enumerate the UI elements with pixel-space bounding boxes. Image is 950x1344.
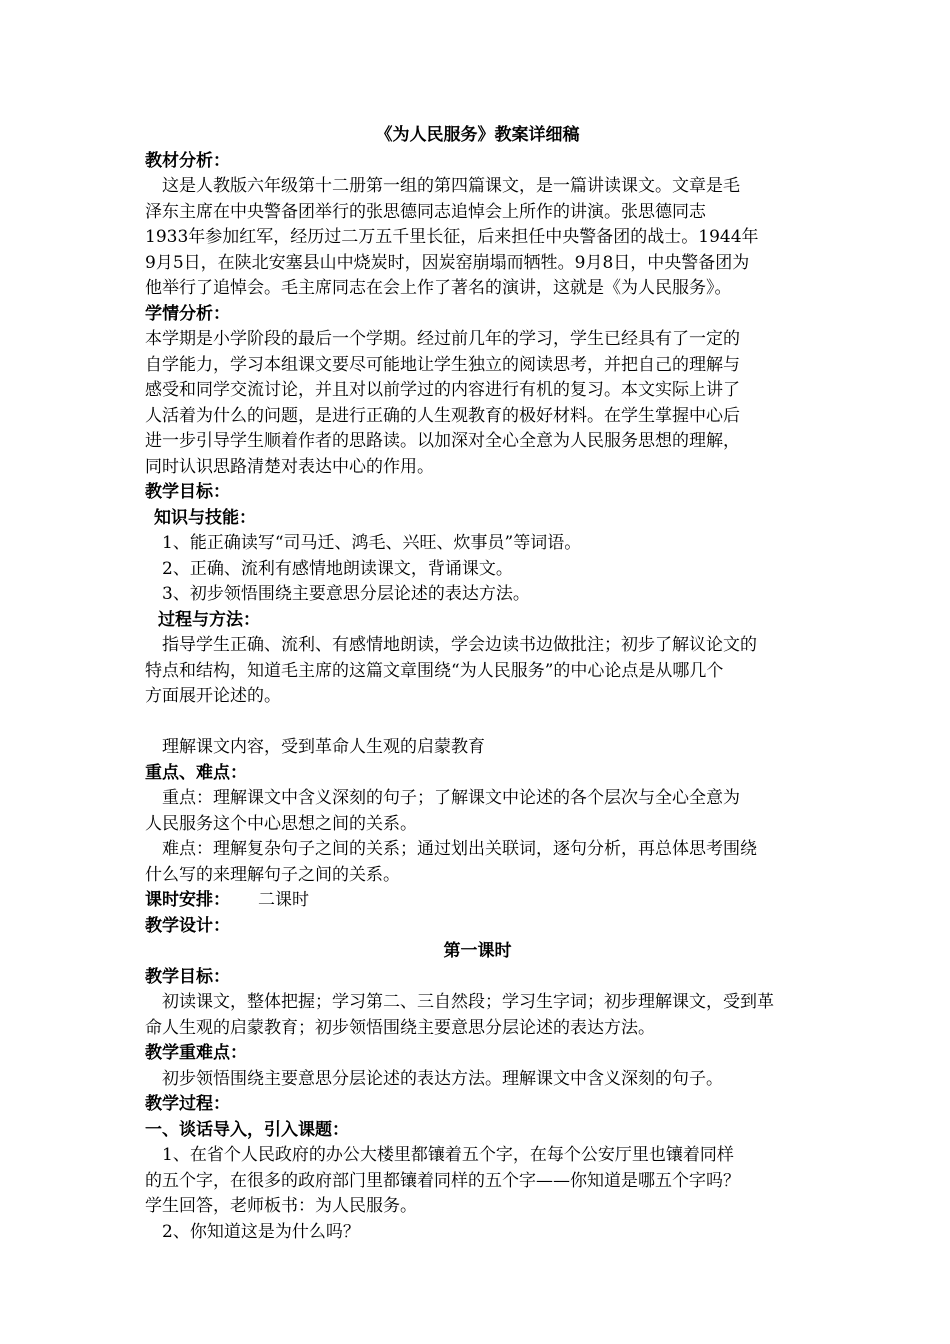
list-item: 2、正确、流利有感情地朗读课文，背诵课文。 xyxy=(162,558,513,579)
paragraph-line: 2、你知道这是为什么吗？ xyxy=(162,1221,360,1242)
paragraph-line: 1933年参加红军，经历过二万五千里长征，后来担任中央警备团的战士。1944年 xyxy=(145,227,759,247)
document-body xyxy=(145,123,810,1245)
schedule-value: 二课时 xyxy=(258,890,309,910)
blank-line xyxy=(145,710,810,736)
paragraph-line: 自学能力，学习本组课文要尽可能地让学生独立的阅读思考，并把自己的理解与 xyxy=(145,354,740,375)
paragraph-line: 本学期是小学阶段的最后一个学期。经过前几年的学习，学生已经具有了一定的 xyxy=(145,329,740,349)
schedule-line xyxy=(145,888,810,914)
paragraph-line: 命人生观的启蒙教育；初步领悟围绕主要意思分层论述的表达方法。 xyxy=(145,1017,655,1038)
paragraph-line: 9月5日，在陕北安塞县山中烧炭时，因炭窑崩塌而牺牲。9月8日，中央警备团为 xyxy=(145,252,750,273)
paragraph-line: 初读课文，整体把握；学习第二、三自然段；学习生字词；初步理解课文，受到革 xyxy=(162,992,774,1012)
paragraph-line: 难点：理解复杂句子之间的关系；通过划出关联词，逐句分析，再总体思考围绕 xyxy=(162,839,757,859)
paragraph-line: 方面展开论述的。 xyxy=(145,686,281,706)
paragraph-line: 学生回答，老师板书：为人民服务。 xyxy=(145,1196,417,1216)
lesson-difficulty-heading: 教学重难点： xyxy=(145,1043,247,1063)
design-heading: 教学设计： xyxy=(145,915,230,936)
paragraph-line: 特点和结构，知道毛主席的这篇文章围绕“为人民服务”的中心论点是从哪几个 xyxy=(145,660,724,681)
paragraph-line: 泽东主席在中央警备团举行的张思德同志追悼会上所作的讲演。张思德同志 xyxy=(145,201,706,222)
paragraph-line: 重点：理解课文中含义深刻的句子；了解课文中论述的各个层次与全心全意为 xyxy=(162,788,740,808)
paragraph-line: 人民服务这个中心思想之间的关系。 xyxy=(145,813,417,834)
analysis-heading: 教材分析： xyxy=(145,150,230,171)
lesson-goals-heading: 教学目标： xyxy=(145,966,230,987)
paragraph-line: 理解课文内容，受到革命人生观的启蒙教育 xyxy=(162,737,485,757)
lesson-process-heading: 教学过程： xyxy=(145,1094,230,1114)
document-title: 《为人民服务》教案详细稿 xyxy=(375,125,580,145)
paragraph-line: 同时认识思路清楚对表达中心的作用。 xyxy=(145,456,434,477)
paragraph-line: 人活着为什么的问题，是进行正确的人生观教育的极好材料。在学生掌握中心后 xyxy=(145,405,740,426)
step-heading: 一、谈话导入，引入课题： xyxy=(145,1119,349,1140)
lesson-title: 第一课时 xyxy=(443,941,512,961)
paragraph-line: 感受和同学交流讨论，并且对以前学过的内容进行有机的复习。本文实际上讲了 xyxy=(145,380,740,400)
student-heading: 学情分析： xyxy=(145,303,230,324)
list-item: 1、能正确读写“司马迁、鸿毛、兴旺、炊事员”等词语。 xyxy=(162,533,582,553)
key-heading: 重点、难点： xyxy=(145,762,247,783)
paragraph-line: 1、在省个人民政府的办公大楼里都镶着五个字，在每个公安厅里也镶着同样 xyxy=(162,1145,734,1165)
paragraph-line: 什么写的来理解句子之间的关系。 xyxy=(145,864,400,885)
paragraph-line: 他举行了追悼会。毛主席同志在会上作了著名的演讲，这就是《为人民服务》。 xyxy=(145,278,732,298)
schedule-heading: 课时安排： xyxy=(145,890,230,910)
process-heading: 过程与方法： xyxy=(158,609,260,630)
paragraph-line: 初步领悟围绕主要意思分层论述的表达方法。理解课文中含义深刻的句子。 xyxy=(162,1068,723,1089)
paragraph-line: 指导学生正确、流利、有感情地朗读，学会边读书边做批注；初步了解议论文的 xyxy=(162,635,757,655)
paragraph-line: 这是人教版六年级第十二册第一组的第四篇课文，是一篇讲读课文。文章是毛 xyxy=(162,176,740,196)
goals-heading: 教学目标： xyxy=(145,482,230,502)
knowledge-heading: 知识与技能： xyxy=(154,507,256,528)
paragraph-line: 进一步引导学生顺着作者的思路读。以加深对全心全意为人民服务思想的理解， xyxy=(145,431,740,451)
paragraph-line: 的五个字，在很多的政府部门里都镶着同样的五个字——你知道是哪五个字吗？ xyxy=(145,1170,740,1191)
list-item: 3、初步领悟围绕主要意思分层论述的表达方法。 xyxy=(162,584,530,604)
